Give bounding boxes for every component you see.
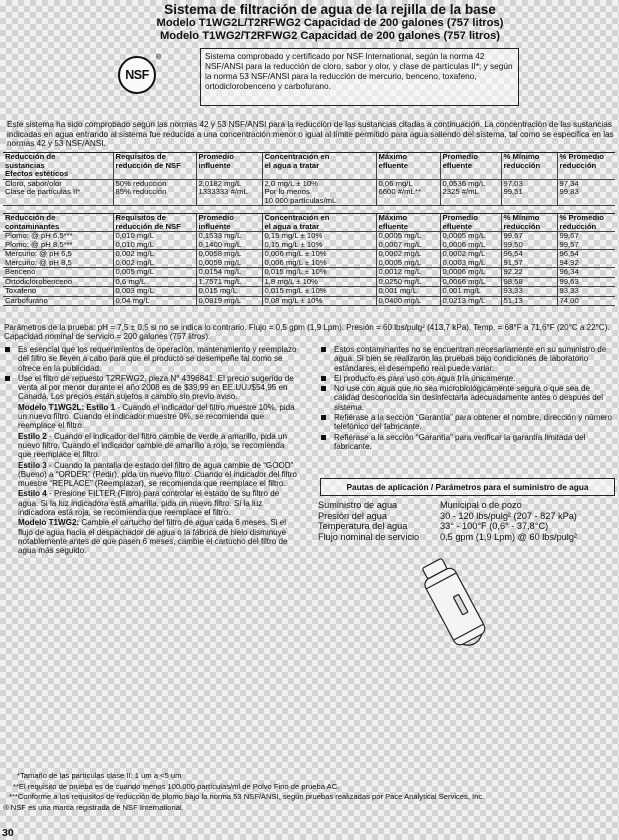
table-cell: 96,54 94,92 xyxy=(557,250,615,268)
table-cell: Ortodiclorobenceno xyxy=(3,277,113,287)
table-cell: 98,58 xyxy=(501,277,557,287)
style-2-label: Estilo 2 xyxy=(18,431,47,441)
table-cell: 0,001 mg/L xyxy=(440,287,501,297)
table-cell: 0,0213 mg/L xyxy=(440,296,501,306)
bullet-warranty-contact: Refiérase a la sección “Garantía” para obtener el nombre, dirección y número telefónico del fabricante. xyxy=(320,413,616,432)
footnote: ***Conforme a los requisitos de reducción de plomo bajo la norma 53 NSF/ANSI, según pruebas realizadas por Pace Analytical Services, Inc. xyxy=(9,792,485,802)
column-header: % Mínimo reducción xyxy=(501,153,557,180)
table-cell: 96,54 91,57 xyxy=(501,250,557,268)
column-header: Promedio influente xyxy=(196,214,262,232)
guideline-row xyxy=(318,521,614,532)
table-cell: 0,005 mg/L xyxy=(113,268,196,278)
table-cell: 0,010 mg/L 0,010 mg/L xyxy=(113,232,196,250)
nsf-registered-mark: ® xyxy=(155,54,161,61)
column-header: Máximo efluente xyxy=(376,153,440,180)
table-cell: 92,22 xyxy=(501,268,557,278)
style-1-note xyxy=(18,403,300,431)
table-cell: 2,0 mg/L ± 10% Por lo menos 10.000 partículas/mL xyxy=(262,179,376,206)
page-number: 30 xyxy=(2,827,14,839)
column-header: Promedio influente xyxy=(196,153,262,180)
guideline-label: Temperatura del agua xyxy=(318,521,408,532)
column-header: Concentración en el agua a tratar xyxy=(262,214,376,232)
table-cell: 93,33 xyxy=(557,287,615,297)
table-row xyxy=(3,232,615,250)
table-cell: 96,34 xyxy=(557,268,615,278)
column-header: Promedio efluente xyxy=(440,153,501,180)
style-1-text: - Cuando el indicador del filtro muestre 10%, pida un nuevo filtro. Cuando el indicador muestre 0%, se recomienda que reemplace el filtro. xyxy=(18,402,295,431)
model-line-2: Modelo T1WG2/T2RFWG2 Capacidad de 200 galones (757 litros) xyxy=(159,30,501,42)
table-cell: 0,0006 mg/L xyxy=(440,268,501,278)
table-cell: 1,7571 mg/L xyxy=(196,277,262,287)
model-t1wg2-note xyxy=(18,518,300,555)
table-cell: 0,0250 mg/L xyxy=(376,277,440,287)
style-3-note xyxy=(18,461,300,489)
footnote: *Tamaño de las partículas clase II: 1 um a <5 um xyxy=(17,771,182,780)
guideline-row xyxy=(318,511,614,522)
table-header-row xyxy=(3,153,615,180)
table-cell: 0,0154 mg/L xyxy=(196,268,262,278)
model-line-1: Modelo T1WG2L/T2RFWG2 Capacidad de 200 galones (757 litros) xyxy=(156,17,504,29)
table-header-row xyxy=(3,214,615,232)
style-1-label: Modelo T1WG2L: Estilo 1 xyxy=(18,402,116,412)
guidelines-table xyxy=(318,500,614,542)
table-cell: Cloro, sabor/olor Clase de partículas II* xyxy=(3,179,113,206)
table-cell: 97,34 99,83 xyxy=(557,179,615,206)
aesthetic-effects-table xyxy=(3,152,615,206)
table-cell: 93,33 xyxy=(501,287,557,297)
table-cell: Mercurio: @ pH 6,5 Mercurio: @ pH 8,5 xyxy=(3,250,113,268)
left-column xyxy=(4,345,300,557)
table-cell: 0,015 mg/L xyxy=(196,287,262,297)
guideline-row xyxy=(318,500,614,511)
column-header: % Mínimo reducción xyxy=(501,214,557,232)
guideline-value: 33° - 100°F (0,6° - 37,8°C) xyxy=(440,521,549,532)
bullet-replacement-filter xyxy=(4,374,300,556)
table-cell: 99,63 xyxy=(557,277,615,287)
right-column xyxy=(320,345,616,452)
guideline-label: Presión del agua xyxy=(318,510,387,521)
column-header: Promedio efluente xyxy=(440,214,501,232)
table-cell: Carbofurano xyxy=(3,296,113,306)
table-cell: 0,002 mg/L 0,002 mg/L xyxy=(113,250,196,268)
model-t1wg2-text: Cambie el cartucho del filtro de agua cada 6 meses. Si el flujo de agua hacia el despachador de agua o la fábrica de hielo disminuye notablemente antes de que pasen 6 meses, cambie el cartucho del filtro de agua más seguido. xyxy=(18,518,288,556)
table-row xyxy=(3,287,615,297)
style-3-label: Estilo 3 xyxy=(18,460,47,470)
table-cell: 0,08 mg/L ± 10% xyxy=(262,296,376,306)
table-cell: 0,0536 mg/L 2325 #/mL xyxy=(440,179,501,206)
table-cell: 0,0002 mg/L 0,0005 mg/L xyxy=(376,250,440,268)
guideline-value: 30 - 120 lbs/pulg² (207 - 827 kPa) xyxy=(440,510,577,521)
table-cell: 51,13 xyxy=(501,296,557,306)
table-row xyxy=(3,179,615,206)
contaminant-reduction-table xyxy=(3,213,615,306)
table-cell: 0,006 mg/L ± 10% 0,006 mg/L ± 10% xyxy=(262,250,376,268)
style-4-label: Estilo 4 xyxy=(18,489,47,499)
table-row xyxy=(3,250,615,268)
table-cell: Plomo: @ pH 6,5*** Plomo: @ pH 8,5*** xyxy=(3,232,113,250)
column-header: Reducción de sustancias Efectos estéticos xyxy=(3,153,113,180)
nsf-logo-icon xyxy=(118,54,161,94)
style-4-text: - Presione FILTER (Filtro) para controlar el estado de su filtro de agua. Si la luz indicadora está amarilla, pida un nuevo filtro. Si la luz indicadora está roja, se recomienda que reemplace el filtro. xyxy=(18,489,280,518)
bullet-warranty-limited: Refiérase a la sección “Garantía” para verificar la garantía limitada del fabricante. xyxy=(320,433,616,452)
page-title: Sistema de filtración de agua de la rejilla de la base xyxy=(164,2,496,17)
bullet-unsafe-water: No use con agua que no sea microbiológicamente segura o que sea de calidad desconocida sin desinfectarla adecuadamente antes o después del sistema. xyxy=(320,384,616,412)
footnote: **El requisito de prueba es de cuando menos 100.000 partículas/ml de Polvo Fino de prueba AC. xyxy=(13,781,340,791)
table-cell: 0,015 mg/L ± 10% xyxy=(262,268,376,278)
table-row xyxy=(3,296,615,306)
model-t1wg2-label: Modelo T1WG2: xyxy=(18,518,80,528)
table-cell: 0,1533 mg/L 0,1400 mg/L xyxy=(196,232,262,250)
table-cell: 0,06 mg/L 6600 #/mL** xyxy=(376,179,440,206)
table-row xyxy=(3,268,615,278)
table-cell: Toxafeno xyxy=(3,287,113,297)
table-cell: 99,67 99,57 xyxy=(557,232,615,250)
table-cell: 97,03 99,51 xyxy=(501,179,557,206)
table-cell: 0,0005 mg/L 0,0007 mg/L xyxy=(376,232,440,250)
header xyxy=(80,3,580,43)
table-cell: 0,04 mg/L xyxy=(113,296,196,306)
style-2-text: - Cuando el indicador del filtro cambie de verde a amarillo, pida un nuevo filtro. Cuando el indicador cambie de amarillo a rojo, se recomienda que reemplace el filtro. xyxy=(18,431,288,460)
nsf-logo-text: NSF xyxy=(125,68,149,82)
footnotes xyxy=(3,771,615,814)
table-cell: 0,0002 mg/L 0,0003 mg/L xyxy=(440,250,501,268)
column-header: Requisitos de reducción de NSF xyxy=(113,153,196,180)
table-cell: 0,0005 mg/L 0,0006 mg/L xyxy=(440,232,501,250)
intro-paragraph: Este sistema ha sido comprobado según las normas 42 y 53 NSF/ANSI para la reducción de las sustancias citadas a continuación. La concentración de las sustancias indicadas en agua entrando al sistema fue reducida a una concentración menor o igual al límite permitido para agua saliendo del sistema, tal como se especifica en las normas 42 y 53 NSF/ANSI. xyxy=(7,120,614,148)
guideline-label: Suministro de agua xyxy=(318,500,398,510)
bullet-cold-water: El producto es para uso con agua fría únicamente. xyxy=(320,374,616,383)
table-cell: 0,015 mg/L ± 10% xyxy=(262,287,376,297)
bullet-operation: Es esencial que los requerimientos de operación, mantenimiento y reemplazo del filtro se lleven a cabo para que el producto se desempeñe tal como se ofrece en la publicidad. xyxy=(4,345,300,373)
table-cell: 74,00 xyxy=(557,296,615,306)
guideline-value: Municipal o de pozo xyxy=(440,500,522,510)
table-cell: 1,8 mg/L ± 10% xyxy=(262,277,376,287)
table-cell: 0,0400 mg/L xyxy=(376,296,440,306)
style-2-note xyxy=(18,432,300,460)
style-3-text: - Cuando la pantalla de estado del filtro de agua cambie de “GOOD” (Bueno) a “ORDER” (Pedir), pida un nuevo filtro. Cuando el indicador del filtro muestre “REPLACE” (Reemplazar), se recomienda que reemplace el filtro. xyxy=(18,460,297,489)
column-header: Máximo efluente xyxy=(376,214,440,232)
table-cell: 0,001 mg/L xyxy=(376,287,440,297)
table-cell: 0,15 mg/L ± 10% 0,15 mg/L ± 10% xyxy=(262,232,376,250)
footnote: ® NSF es una marca registrada de NSF International. xyxy=(3,803,184,813)
table-cell: Benceno xyxy=(3,268,113,278)
table-cell: 0,003 mg/L xyxy=(113,287,196,297)
bullet-replacement-text: Use el filtro de repuesto T2RFWG2, pieza N° 4396841. El precio sugerido de venta al por menor durante el año 2008 es de $39,99 en EE.UU./$54,95 en Canadá. Los precios están sujetos a cambio sin previo aviso. xyxy=(18,373,294,402)
table-cell: 0,0012 mg/L xyxy=(376,268,440,278)
test-parameters: Parámetros de la prueba: pH = 7,5 ± 0,5 si no se indica lo contrario. Flujo = 0,5 gpm (1,9 Lpm). Presión = 60 lbs/pulg² (413,7 kPa). Temp. = 68°F a 71,6°F (20°C a 22°C). Capacidad nominal de servicio = 200 galones (757 litros). xyxy=(4,323,610,342)
guidelines-title: Pautas de aplicación / Parámetros para el suministro de agua xyxy=(320,478,615,496)
guideline-value: 0,5 gpm (1,9 Lpm) @ 60 lbs/pulg² xyxy=(440,531,577,542)
water-filter-cartridge-icon xyxy=(378,548,528,658)
style-4-note xyxy=(18,489,300,517)
table-row xyxy=(3,277,615,287)
certification-box: Sistema comprobado y certificado por NSF International, según la norma 42 NSF/ANSI para la reducción de cloro, sabor y olor, y clase de partículas II*; y según la norma 53 NSF/ANSI para la reducción de mercurio, benceno, toxafeno, ortodiclorobenceno y carbofurano. xyxy=(200,48,519,106)
guideline-row xyxy=(318,532,614,543)
table-cell: 0,6 mg/L xyxy=(113,277,196,287)
column-header: % Promedio reducción xyxy=(557,153,615,180)
column-header: Concentración en el agua a tratar xyxy=(262,153,376,180)
column-header: Reducción de contaminantes xyxy=(3,214,113,232)
table-cell: 50% reducción 85% reducción xyxy=(113,179,196,206)
table-cell: 0,0819 mg/L xyxy=(196,296,262,306)
column-header: % Promedio reducción xyxy=(557,214,615,232)
table-cell: 0,0066 mg/L xyxy=(440,277,501,287)
table-cell: 2,0182 mg/L 1333333 #/mL xyxy=(196,179,262,206)
guideline-label: Flujo nominal de servicio xyxy=(318,531,420,542)
bullet-contaminants: Estos contaminantes no se encuentran necesariamente en su suministro de agua. Si bien se realizaron las pruebas bajo condiciones de laboratorio estándares, el desempeño real puede variar. xyxy=(320,345,616,373)
table-cell: 0,0058 mg/L 0,0059 mg/L xyxy=(196,250,262,268)
table-cell: 99,67 99,50 xyxy=(501,232,557,250)
column-header: Requisitos de reducción de NSF xyxy=(113,214,196,232)
